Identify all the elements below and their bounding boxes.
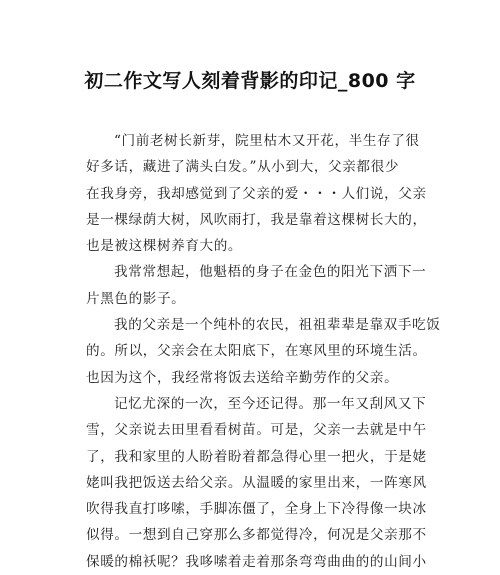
body-line: 片黑色的影子。	[86, 290, 186, 307]
body-line: “门前老树长新芽，院里枯木又开花，半生存了很	[114, 133, 420, 149]
body-line: 是一棵绿荫大树，风吹雨打，我是靠着这棵树长大的，	[86, 211, 427, 228]
body-line: 保暖的棉袄呢？我哆嗦着走着那条弯弯曲曲的的山间小	[86, 553, 427, 570]
body-line: 在我身旁，我却感觉到了父亲的爱・・・人们说，父亲	[86, 185, 427, 202]
body-line: 我常常想起，他魁梧的身子在金色的阳光下洒下一	[114, 264, 427, 281]
body-line: 雪，父亲说去田里看看树苗。可是，父亲一去就是中午	[86, 422, 427, 439]
document-title: 初二作文写人刻着背影的印记_800 字	[84, 70, 416, 92]
body-line: 似得。一想到自己穿那么多都觉得冷，何况是父亲那不	[86, 527, 427, 544]
body-line: 了，我和家里的人盼着盼着都急得心里一把火，于是姥	[86, 448, 427, 465]
body-line: 姥叫我把饭送去给父亲。从温暖的家里出来，一阵寒风	[86, 474, 427, 491]
document-body	[86, 128, 441, 575]
body-line: 的。所以，父亲会在太阳底下，在寒风里的环境生活。	[86, 343, 427, 360]
body-line: 我的父亲是一个纯朴的农民，祖祖辈辈是靠双手吃饭	[114, 317, 441, 334]
body-line: 记忆尤深的一次，至今还记得。那一年又刮风又下	[114, 395, 427, 412]
body-line: 也因为这个，我经常将饭去送给辛勤劳作的父亲。	[86, 369, 399, 386]
body-line: 也是被这棵树养育大的。	[86, 238, 243, 255]
body-line: 好多话，藏进了满头白发。”从小到大，父亲都很少	[86, 159, 400, 176]
body-line: 吹得我直打哆嗦，手脚冻僵了，全身上下冷得像一块冰	[86, 501, 427, 518]
